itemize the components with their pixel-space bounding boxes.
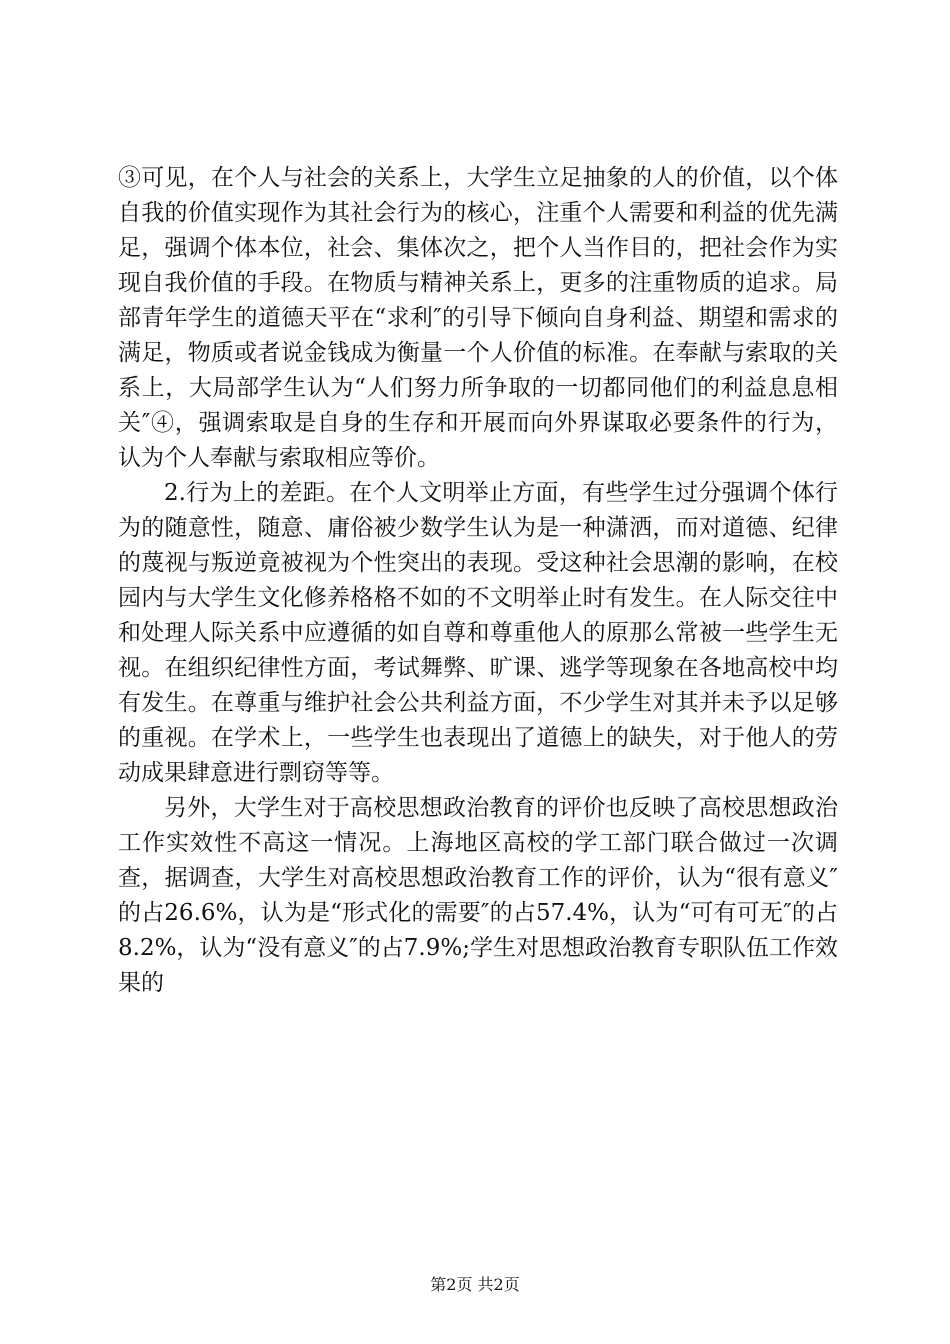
paragraph-behavior-gap: 2.行为上的差距。在个人文明举止方面，有些学生过分强调个体行为的随意性，随意、庸俗被少数学生认为是一种潇洒，而对道德、纪律的蔑视与叛逆竟被视为个性突出的表现。受这种社会思潮的影响，在校园内与大学生文化修养格格不如的不文明举止时有发生。在人际交往中和处理人际关系中应遵循的如自尊和尊重他人的原那么常被一些学生无视。在组织纪律性方面，考试舞弊、旷课、逃学等现象在各地高校中均有发生。在尊重与维护社会公共利益方面，不少学生对其并未予以足够的重视。在学术上，一些学生也表现出了道德上的缺失，对于他人的劳动成果肆意进行剽窃等等。 — [118, 480, 838, 786]
document-body — [118, 161, 838, 1001]
page-number-footer: 第2页 共2页 — [430, 1275, 520, 1294]
paragraph-survey-evaluation: 另外，大学生对于高校思想政治教育的评价也反映了高校思想政治工作实效性不高这一情况。上海地区高校的学工部门联合做过一次调查，据调查，大学生对高校思想政治教育工作的评价，认为“很有意义″的占26.6%，认为是“形式化的需要″的占57.4%，认为“可有可无″的占8.2%，认为“没有意义″的占7.9%;学生对思想政治教育专职队伍工作效果的 — [118, 795, 838, 996]
paragraph-value-orientation: ③可见，在个人与社会的关系上，大学生立足抽象的人的价值，以个体自我的价值实现作为其社会行为的核心，注重个人需要和利益的优先满足，强调个体本位，社会、集体次之，把个人当作目的，把社会作为实现自我价值的手段。在物质与精神关系上，更多的注重物质的追求。局部青年学生的道德天平在“求利″的引导下倾向自身利益、期望和需求的满足，物质或者说金钱成为衡量一个人价值的标准。在奉献与索取的关系上，大局部学生认为“人们努力所争取的一切都同他们的利益息息相关″④，强调索取是自身的生存和开展而向外界谋取必要条件的行为，认为个人奉献与索取相应等价。 — [118, 165, 838, 471]
